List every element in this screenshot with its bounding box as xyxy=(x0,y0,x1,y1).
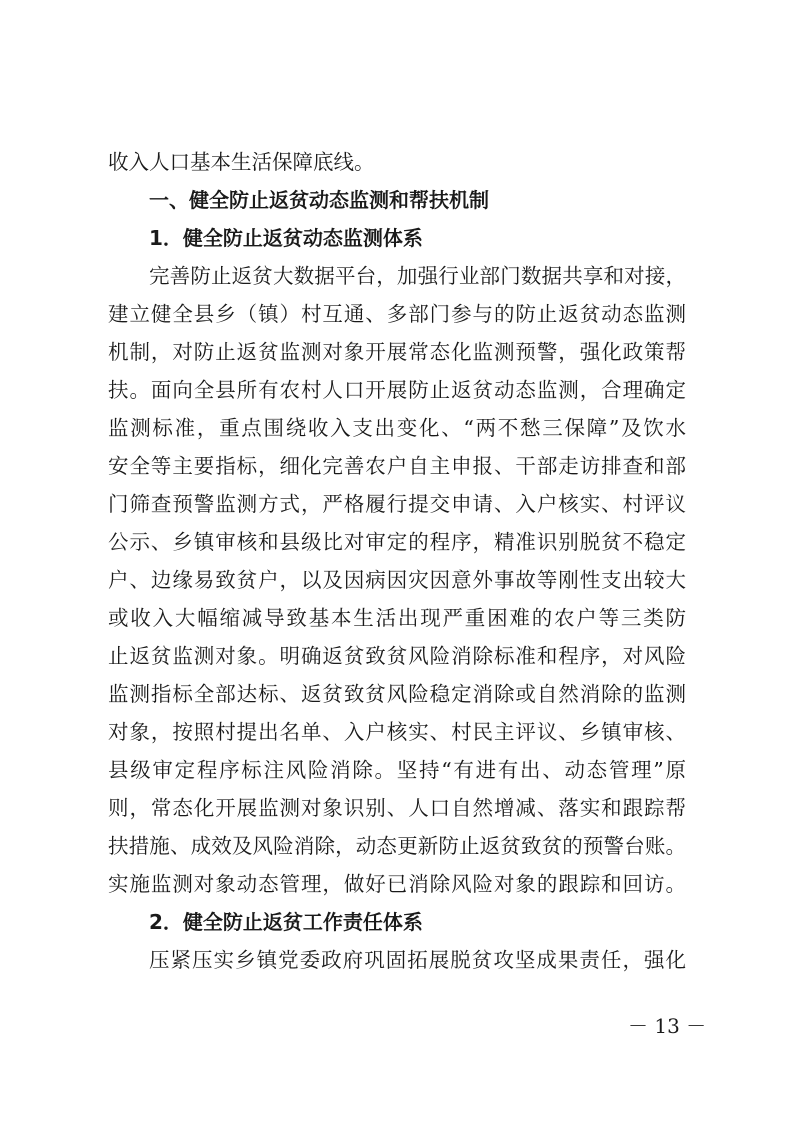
subsection-heading: 2．健全防止返贫工作责任体系 xyxy=(149,910,423,934)
body-text-line: 扶。面向全县所有农村人口开展防止返贫动态监测，合理确定 xyxy=(108,378,686,402)
body-text-line: 对象，按照村提出名单、入户核实、村民主评议、乡镇审核、 xyxy=(108,720,686,744)
body-text-line: 实施监测对象动态管理，做好已消除风险对象的跟踪和回访。 xyxy=(108,872,686,896)
body-text-line: 监测指标全部达标、返贫致贫风险稳定消除或自然消除的监测 xyxy=(108,682,686,706)
body-text-line: 户、边缘易致贫户，以及因病因灾因意外事故等刚性支出较大 xyxy=(108,568,686,592)
body-text-line: 完善防止返贫大数据平台，加强行业部门数据共享和对接， xyxy=(149,264,686,288)
body-text-line: 门筛查预警监测方式，严格履行提交申请、入户核实、村评议 xyxy=(108,492,686,516)
body-text-line: 则，常态化开展监测对象识别、人口自然增减、落实和跟踪帮 xyxy=(108,796,686,820)
body-text-line: 或收入大幅缩减导致基本生活出现严重困难的农户等三类防 xyxy=(108,606,686,630)
page-number: － 13 － xyxy=(628,1014,707,1038)
body-text-line: 压紧压实乡镇党委政府巩固拓展脱贫攻坚成果责任，强化 xyxy=(149,948,686,972)
subsection-heading: 1．健全防止返贫动态监测体系 xyxy=(149,226,423,250)
body-text-line: 扶措施、成效及风险消除，动态更新防止返贫致贫的预警台账。 xyxy=(108,834,686,858)
body-text-line: 安全等主要指标，细化完善农户自主申报、干部走访排查和部 xyxy=(108,454,686,478)
body-text-line: 县级审定程序标注风险消除。坚持“有进有出、动态管理”原 xyxy=(108,758,686,782)
body-text-line: 监测标准，重点围绕收入支出变化、“两不愁三保障”及饮水 xyxy=(108,416,686,440)
section-heading: 一、健全防止返贫动态监测和帮扶机制 xyxy=(149,188,489,212)
body-text-line: 建立健全县乡（镇）村互通、多部门参与的防止返贫动态监测 xyxy=(108,302,686,326)
body-text-line: 收入人口基本生活保障底线。 xyxy=(108,150,375,174)
body-text-line: 机制，对防止返贫监测对象开展常态化监测预警，强化政策帮 xyxy=(108,340,686,364)
body-text-line: 止返贫监测对象。明确返贫致贫风险消除标准和程序，对风险 xyxy=(108,644,686,668)
body-text-line: 公示、乡镇审核和县级比对审定的程序，精准识别脱贫不稳定 xyxy=(108,530,686,554)
